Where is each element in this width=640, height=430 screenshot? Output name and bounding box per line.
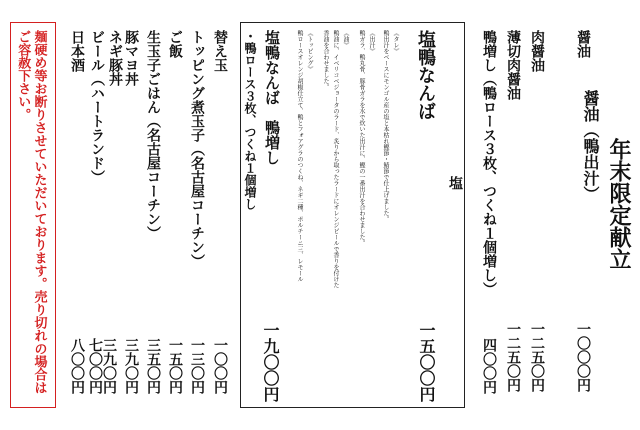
shio-dashi-label: 《出汁》 bbox=[368, 30, 375, 54]
extra-item-3-price: 一五〇円 bbox=[167, 338, 183, 394]
shio-tare-label: 《タレ》 bbox=[392, 30, 399, 54]
extra-item-2-price: 一三〇円 bbox=[189, 338, 205, 394]
extra-item-7-price: 七〇〇円 bbox=[87, 338, 103, 394]
shio-topping-label: 《トッピング》 bbox=[306, 30, 313, 72]
shio-oil-text2: 香油を合わせました。 bbox=[322, 30, 329, 90]
shoyu-header: 醤油（鴨出汁） bbox=[581, 90, 600, 202]
shio-header: 塩 bbox=[447, 176, 463, 190]
shio-oil-text1: 鴨油に、イベリコベジョータのラード、炙りから取ったラードにオレンジピールで香りを付けた bbox=[332, 30, 339, 288]
extra-item-8-price: 八〇〇円 bbox=[69, 338, 85, 394]
extra-item-8: 日本酒 bbox=[69, 30, 85, 72]
extra-item-6: ネギ豚丼 bbox=[107, 30, 123, 86]
shio-mashi-note: ・鴨ロース３枚、つくね１個増し bbox=[243, 30, 257, 210]
extra-item-1: 替え玉 bbox=[212, 30, 228, 72]
extra-item-7: ビール（ハートランド） bbox=[89, 30, 105, 184]
shoyu-item-3: 薄切肉醤油 bbox=[505, 30, 521, 100]
extra-item-4-price: 三五〇円 bbox=[145, 338, 161, 394]
shoyu-item-4-price: 四〇〇円 bbox=[481, 338, 497, 394]
shoyu-item-1-price: 一〇〇〇円 bbox=[575, 322, 591, 392]
extra-item-5-price: 三九〇円 bbox=[123, 338, 139, 394]
shoyu-item-1: 醤油 bbox=[575, 30, 591, 58]
notice-text: 麺硬め等お断りさせていただいております。売り切れの場合はご容赦下さい。 bbox=[15, 30, 47, 394]
shio-main-price: 一五〇〇円 bbox=[417, 322, 436, 402]
shoyu-item-4: 鴨増し（鴨ロース３枚、つくね１個増し） bbox=[481, 30, 497, 296]
shoyu-item-3-price: 一二五〇円 bbox=[505, 322, 521, 392]
shoyu-item-2: 肉醤油 bbox=[529, 30, 545, 72]
shio-topping-text1: 鴨ロースオレンジ胡椒仕立て、鴨とフォアグラのつくね、ネギ二種、ポルチーニ三、レモール bbox=[296, 30, 303, 282]
shio-tare-text: 鴨出汁をベースにモンゴル産の塩と本枯れ鰹節・鯖節で仕上げました。 bbox=[382, 30, 389, 222]
extra-item-1-price: 一〇〇円 bbox=[212, 338, 228, 394]
shoyu-item-2-price: 一二五〇円 bbox=[529, 322, 545, 392]
extra-item-5: 豚マヨ丼 bbox=[123, 30, 139, 86]
menu-title: 年末限定献立 bbox=[606, 138, 632, 270]
shio-mashi-name: 塩鴨なんば 鴨増し bbox=[263, 30, 281, 165]
shio-mashi-price: 一九〇〇円 bbox=[261, 322, 280, 402]
extra-item-4: 生玉子ごはん（名古屋コーチン） bbox=[145, 30, 161, 240]
shio-dashi-text: 鴨ガラ、鴨丸骨、豚骨ガラを水で炊いた出汁に、鰹の一番出汁を合わせました。 bbox=[358, 30, 365, 246]
shio-oil-label: 《油》 bbox=[342, 30, 349, 48]
extra-item-6-price: 三九〇円 bbox=[101, 338, 117, 394]
extra-item-3: ご飯 bbox=[167, 30, 183, 58]
shio-main-name: 塩鴨なんば bbox=[415, 30, 436, 120]
extra-item-2: トッピング煮玉子（名古屋コーチン） bbox=[189, 30, 205, 268]
